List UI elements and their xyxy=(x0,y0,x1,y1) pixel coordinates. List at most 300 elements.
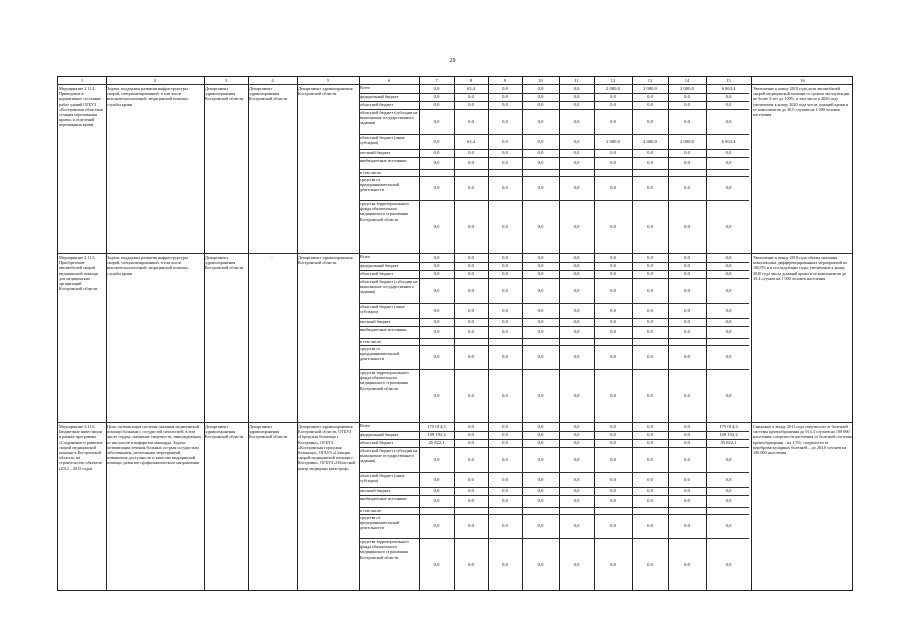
source-name: местный бюджет xyxy=(360,488,391,493)
value-cell: 0,0 xyxy=(502,392,508,398)
value-cell: 0,0 xyxy=(684,423,690,429)
value-cell: 0,0 xyxy=(433,118,440,124)
value-cell: 0,0 xyxy=(502,271,508,276)
source-name: внебюджетные источники xyxy=(360,327,407,332)
value-cell: 0,0 xyxy=(647,392,653,398)
value-cell: 0,0 xyxy=(502,94,508,99)
value-cell: 0,0 xyxy=(433,488,440,493)
source-name: областной бюджет (иные субсидии) xyxy=(360,304,405,315)
value-cell: 0,0 xyxy=(433,329,440,334)
block-customer: Департамент здравоохранения Костромской области xyxy=(205,255,244,271)
value-cell: 0,0 xyxy=(610,102,616,107)
value-cell: 0,0 xyxy=(537,523,544,528)
source-name: Всего xyxy=(360,85,371,90)
value-cell: 0,0 xyxy=(433,138,440,144)
value-cell: 0,0 xyxy=(573,118,580,124)
value-cell: 0,0 xyxy=(647,354,653,359)
source-name: областной бюджет (субсидии на выполнение государственного задания) xyxy=(360,110,418,126)
value-cell: 0,0 xyxy=(433,102,440,107)
value-cell: 0,0 xyxy=(610,392,616,398)
value-cell: 0,0 xyxy=(502,354,508,359)
value-cell: 0,0 xyxy=(647,150,653,155)
value-cell: 0,0 xyxy=(502,456,508,462)
value-cell: 0,0 xyxy=(647,271,653,276)
value-cell: 0,0 xyxy=(647,160,653,165)
value-cell: 0,0 xyxy=(684,392,690,398)
value-cell: 0,0 xyxy=(537,160,544,165)
source-name: Всего xyxy=(360,254,371,259)
value-cell: 0,0 xyxy=(502,423,508,429)
value-cell: 0,0 xyxy=(502,432,508,437)
value-cell: 0,0 xyxy=(537,561,544,567)
value-cell: 2 000,0 xyxy=(643,138,657,144)
value-cell: 45 822,1 xyxy=(428,440,445,445)
value-cell: 0,0 xyxy=(684,440,690,445)
value-cell: 0,0 xyxy=(725,476,732,482)
source-name: в том числе: xyxy=(360,339,382,344)
value-cell: 0,0 xyxy=(468,223,474,229)
value-cell: 0,0 xyxy=(684,254,690,260)
value-cell: 0,0 xyxy=(573,354,580,359)
value-cell: 0,0 xyxy=(502,118,508,124)
value-cell: 0,0 xyxy=(725,329,732,334)
value-cell: 0,0 xyxy=(537,319,544,324)
value-cell: 0,0 xyxy=(647,287,653,293)
value-cell: 0,0 xyxy=(610,440,616,445)
value-cell: 0,0 xyxy=(468,160,474,165)
value-cell: 0,0 xyxy=(502,287,508,293)
value-cell: 0,0 xyxy=(684,287,690,293)
source-name: внебюджетные источники xyxy=(360,158,407,163)
value-cell: 0,0 xyxy=(725,271,732,276)
header-cell: 9 xyxy=(503,78,507,83)
value-cell: 6 063,4 xyxy=(721,138,736,144)
value-cell: 0,0 xyxy=(647,319,653,324)
value-cell: 0,0 xyxy=(725,223,732,229)
header-cell: 13 xyxy=(647,78,653,83)
value-cell: 0,0 xyxy=(502,138,508,144)
value-cell: 0,0 xyxy=(573,254,580,260)
value-cell: 0,0 xyxy=(433,85,440,91)
value-cell: 0,0 xyxy=(433,160,440,165)
value-cell: 0,0 xyxy=(647,440,653,445)
header-cell: 4 xyxy=(271,78,274,83)
budget-table xyxy=(57,76,853,591)
value-cell: 0,0 xyxy=(684,354,690,359)
source-name: областной бюджет (иные субсидии) xyxy=(360,135,405,146)
page-number: 29 xyxy=(449,58,456,64)
value-cell: 0,0 xyxy=(433,476,440,482)
value-cell: 0,0 xyxy=(684,160,690,165)
value-cell: 0,0 xyxy=(725,354,732,359)
block-recipient: Департамент здравоохранения Костромской области xyxy=(249,86,288,102)
value-cell: 0,0 xyxy=(684,94,690,99)
source-name: областной бюджет (иные субсидии) xyxy=(360,473,405,484)
value-cell: 0,0 xyxy=(647,488,653,493)
value-cell: 0,0 xyxy=(573,498,580,503)
block-recipient: Департамент здравоохранения Костромской области xyxy=(249,424,288,440)
value-cell: 0,0 xyxy=(725,307,732,313)
value-cell: 0,0 xyxy=(573,150,580,155)
block-task: Цель: оптимизация системы оказания медицинской помощи больным с сосудистой патологией, в том числе сердца, снижение смертности, инвалидизации от инсультов и инфарктов миокарда. Задача: оптимизация лечения больных острым сосудистым заболеванием, неотложных мероприятий, повышение доступности и качества медицинской помощи, развитие профилактического направления xyxy=(107,424,201,466)
value-cell: 109 192,2 xyxy=(427,432,446,437)
value-cell: 0,0 xyxy=(573,307,580,313)
value-cell: 0,0 xyxy=(537,138,544,144)
value-cell: 0,0 xyxy=(725,118,732,124)
value-cell: 0,0 xyxy=(610,456,616,462)
value-cell: 0,0 xyxy=(647,456,653,462)
value-cell: 0,0 xyxy=(502,561,508,567)
value-cell: 0,0 xyxy=(610,263,616,268)
value-cell: 0,0 xyxy=(468,287,474,293)
value-cell: 0,0 xyxy=(684,118,690,124)
value-cell: 0,0 xyxy=(610,319,616,324)
value-cell: 0,0 xyxy=(537,85,544,91)
source-name: Всего xyxy=(360,423,371,428)
value-cell: 0,0 xyxy=(502,85,508,91)
value-cell: 0,0 xyxy=(647,476,653,482)
value-cell: 0,0 xyxy=(684,456,690,462)
value-cell: 0,0 xyxy=(433,561,440,567)
value-cell: 2 000,0 xyxy=(643,85,657,91)
value-cell: 0,0 xyxy=(502,476,508,482)
value-cell: 0,0 xyxy=(573,263,580,268)
value-cell: 0,0 xyxy=(433,263,440,268)
value-cell: 0,0 xyxy=(502,440,508,445)
value-cell: 0,0 xyxy=(647,254,653,260)
value-cell: 0,0 xyxy=(537,476,544,482)
value-cell: 0,0 xyxy=(468,319,474,324)
source-name: федеральный бюджет xyxy=(360,432,399,437)
value-cell: 0,0 xyxy=(502,498,508,503)
block-target: Увеличение к концу 2018 года объема оказания комплексных дифференцированных мероприятий по 100,0% и в последующие годы; увеличение к концу 2020 года числа донаций крови и ее компонентов до 10,4 случаев на 1 000 человек населения xyxy=(753,255,848,281)
value-cell: 0,0 xyxy=(468,523,474,528)
value-cell: 2 000,0 xyxy=(680,138,694,144)
value-cell: 0,0 xyxy=(537,94,544,99)
value-cell: 0,0 xyxy=(433,523,440,528)
source-name: федеральный бюджет xyxy=(360,263,399,268)
header-cell: 14 xyxy=(684,78,690,83)
value-cell: 0,0 xyxy=(684,185,690,190)
value-cell: 0,0 xyxy=(468,102,474,107)
source-name: средства от предпринимательской деятельности xyxy=(360,346,400,362)
value-cell: 0,0 xyxy=(468,392,474,398)
value-cell: 0,0 xyxy=(433,94,440,99)
value-cell: 0,0 xyxy=(468,271,474,276)
source-name: областной бюджет xyxy=(360,271,394,276)
value-cell: 0,0 xyxy=(573,319,580,324)
value-cell: 0,0 xyxy=(433,456,440,462)
header-cell: 12 xyxy=(610,78,616,83)
source-name: в том числе: xyxy=(360,508,382,513)
value-cell: 45 822,1 xyxy=(720,440,737,445)
value-cell: 0,0 xyxy=(647,118,653,124)
value-cell: 0,0 xyxy=(537,498,544,503)
value-cell: 0,0 xyxy=(468,440,474,445)
value-cell: 0,0 xyxy=(433,223,440,229)
source-name: местный бюджет xyxy=(360,319,391,324)
value-cell: 0,0 xyxy=(468,561,474,567)
value-cell: 0,0 xyxy=(433,271,440,276)
source-name: внебюджетные источники xyxy=(360,496,407,501)
value-cell: 0,0 xyxy=(647,94,653,99)
value-cell: 0,0 xyxy=(537,271,544,276)
block-target: Увеличение к концу 2018 года доли автомобилей скорой медицинской помощи со сроком эксплуатации не более 5 лет до 100%, в том числе к 2020 году увеличение к концу 2020 года числа донаций крови и ее компонентов до 30,0 случаев на 1 000 человек населения xyxy=(753,86,850,118)
value-cell: 2 000,0 xyxy=(606,138,620,144)
value-cell: 175 014,3 xyxy=(427,423,446,429)
block-task: Задача: поддержка развития инфраструктуры скорой, специализированной, в том числе высокотехнологичной, медицинской помощи, службы крови xyxy=(107,255,189,276)
value-cell: 0,0 xyxy=(537,456,544,462)
value-cell: 0,0 xyxy=(647,185,653,190)
value-cell: 0,0 xyxy=(684,476,690,482)
value-cell: 0,0 xyxy=(468,263,474,268)
value-cell: 0,0 xyxy=(647,307,653,313)
source-name: областной бюджет (субсидии на выполнение государственного задания) xyxy=(360,279,418,295)
value-cell: 0,0 xyxy=(647,329,653,334)
value-cell: 0,0 xyxy=(610,476,616,482)
value-cell: 0,0 xyxy=(468,94,474,99)
value-cell: 0,0 xyxy=(647,432,653,437)
value-cell: 0,0 xyxy=(684,150,690,155)
value-cell: 0,0 xyxy=(537,118,544,124)
value-cell: 0,0 xyxy=(573,185,580,190)
block-target: Снижение к концу 2013 года смертности от болезней системы кровообращения до 914,3 случаев на 100 000 населения; смертности населения от болезней системы кровообращения – на 1,5%; смертности от цереброваскулярных болезней – до 263,0 случаев на 100 000 населения xyxy=(753,424,852,456)
block-event: Мероприятие 2.11.6. Бюджетные инвестиции в рамках программы «Сохранение и развитие скорой медицинской помощи в Костромской области» на строительство объектов (2012 – 2015 годы) xyxy=(59,424,103,471)
value-cell: 0,0 xyxy=(684,223,690,229)
value-cell: 0,0 xyxy=(684,319,690,324)
value-cell: 0,0 xyxy=(573,392,580,398)
header-cell: 6 xyxy=(387,78,391,83)
value-cell: 0,0 xyxy=(647,423,653,429)
value-cell: 0,0 xyxy=(684,498,690,503)
value-cell: 0,0 xyxy=(433,185,440,190)
value-cell: 63,4 xyxy=(466,138,476,144)
source-name: федеральный бюджет xyxy=(360,94,399,99)
value-cell: 0,0 xyxy=(573,523,580,528)
source-name: средства территориального фонда обязательного медицинского страхования Костромской области xyxy=(360,201,409,222)
value-cell: 0,0 xyxy=(610,185,616,190)
value-cell: 0,0 xyxy=(647,561,653,567)
value-cell: 0,0 xyxy=(684,307,690,313)
value-cell: 0,0 xyxy=(684,432,690,437)
block-task: Задача: поддержка развития инфраструктуры скорой, специализированной, в том числе высокотехнологичной, медицинской помощи, службы крови xyxy=(107,86,189,107)
value-cell: 0,0 xyxy=(610,523,616,528)
value-cell: 0,0 xyxy=(610,271,616,276)
value-cell: 0,0 xyxy=(433,498,440,503)
value-cell: 0,0 xyxy=(433,287,440,293)
value-cell: 0,0 xyxy=(537,185,544,190)
value-cell: 0,0 xyxy=(684,271,690,276)
value-cell: 0,0 xyxy=(725,263,732,268)
value-cell: 109 192,2 xyxy=(719,432,738,437)
value-cell: 0,0 xyxy=(610,254,616,260)
value-cell: 0,0 xyxy=(502,160,508,165)
header-cell: 7 xyxy=(435,78,438,83)
block-event: Мероприятие 2.11.4. Приведение в нормативное состояние работ зданий ОГБУЗ «Костромская областная станция переливания крови» и отделений переливания крови xyxy=(59,86,103,128)
value-cell: 0,0 xyxy=(610,307,616,313)
value-cell: 0,0 xyxy=(468,329,474,334)
header-cell: 15 xyxy=(726,78,731,83)
source-name: средства территориального фонда обязательного медицинского страхования Костромской области xyxy=(360,539,409,560)
value-cell: 0,0 xyxy=(502,319,508,324)
value-cell: 0,0 xyxy=(573,271,580,276)
value-cell: 0,0 xyxy=(725,150,732,155)
value-cell: 0,0 xyxy=(684,329,690,334)
block-customer: Департамент здравоохранения Костромской области xyxy=(205,424,244,440)
value-cell: 0,0 xyxy=(610,223,616,229)
value-cell: 0,0 xyxy=(537,423,544,429)
value-cell: 0,0 xyxy=(684,102,690,107)
value-cell: 0,0 xyxy=(610,488,616,493)
source-name: средства от предпринимательской деятельности xyxy=(360,515,400,531)
value-cell: 0,0 xyxy=(468,488,474,493)
value-cell: 0,0 xyxy=(610,287,616,293)
value-cell: 0,0 xyxy=(725,102,732,107)
source-name: средства территориального фонда обязательного медицинского страхования Костромской области xyxy=(360,370,409,391)
value-cell: 0,0 xyxy=(502,329,508,334)
value-cell: 0,0 xyxy=(537,263,544,268)
value-cell: 0,0 xyxy=(725,287,732,293)
block-executor: Департамент здравоохранения Костромской области xyxy=(298,86,353,97)
value-cell: 0,0 xyxy=(573,94,580,99)
value-cell: 0,0 xyxy=(725,392,732,398)
value-cell: 0,0 xyxy=(684,561,690,567)
value-cell: 0,0 xyxy=(647,223,653,229)
value-cell: 63,4 xyxy=(466,85,476,91)
value-cell: 0,0 xyxy=(610,118,616,124)
value-cell: 0,0 xyxy=(468,354,474,359)
value-cell: 0,0 xyxy=(725,185,732,190)
value-cell: 0,0 xyxy=(610,329,616,334)
value-cell: 0,0 xyxy=(573,223,580,229)
column-line xyxy=(751,77,752,590)
value-cell: 0,0 xyxy=(573,160,580,165)
value-cell: 6 063,4 xyxy=(721,85,736,91)
value-cell: 0,0 xyxy=(647,102,653,107)
value-cell: 0,0 xyxy=(684,488,690,493)
value-cell: 0,0 xyxy=(502,263,508,268)
value-cell: 0,0 xyxy=(502,488,508,493)
value-cell: 0,0 xyxy=(573,423,580,429)
value-cell: 0,0 xyxy=(725,254,732,260)
header-cell: 16 xyxy=(800,78,805,83)
value-cell: 0,0 xyxy=(537,150,544,155)
value-cell: 0,0 xyxy=(537,392,544,398)
value-cell: 0,0 xyxy=(725,94,732,99)
value-cell: 0,0 xyxy=(537,102,544,107)
value-cell: 0,0 xyxy=(468,307,474,313)
value-cell: 0,0 xyxy=(468,118,474,124)
source-name: областной бюджет xyxy=(360,440,394,445)
block-executor: Департамент здравоохранения Костромской области xyxy=(298,255,353,266)
value-cell: 0,0 xyxy=(684,523,690,528)
value-cell: 0,0 xyxy=(725,160,732,165)
value-cell: 0,0 xyxy=(725,456,732,462)
header-cell: 1 xyxy=(80,78,84,83)
value-cell: 0,0 xyxy=(433,307,440,313)
source-name: областной бюджет xyxy=(360,102,394,107)
source-name: областной бюджет (субсидии на выполнение государственного задания) xyxy=(360,448,418,464)
value-cell: 0,0 xyxy=(537,354,544,359)
header-cell: 5 xyxy=(326,78,330,83)
block-executor: Департамент здравоохранения Костромской области, ОГБУЗ «Городская больница г. Костромы», ОГБУЗ «Костромская городская больница», ОГБУЗ «Станция скорой медицинской помощи г. Костромы», ОГБУЗ «Областной центр медицины катастроф» xyxy=(298,424,356,471)
value-cell: 0,0 xyxy=(502,254,508,260)
value-cell: 0,0 xyxy=(468,456,474,462)
value-cell: 0,0 xyxy=(573,287,580,293)
value-cell: 175 014,3 xyxy=(719,423,738,429)
value-cell: 0,0 xyxy=(502,523,508,528)
value-cell: 0,0 xyxy=(647,523,653,528)
value-cell: 0,0 xyxy=(537,440,544,445)
source-name: местный бюджет xyxy=(360,150,391,155)
value-cell: 0,0 xyxy=(433,392,440,398)
value-cell: 2 000,0 xyxy=(606,85,620,91)
value-cell: 0,0 xyxy=(468,476,474,482)
value-cell: 0,0 xyxy=(502,223,508,229)
value-cell: 0,0 xyxy=(433,354,440,359)
value-cell: 0,0 xyxy=(433,319,440,324)
value-cell: 0,0 xyxy=(502,102,508,107)
value-cell: 0,0 xyxy=(468,423,474,429)
value-cell: 0,0 xyxy=(610,561,616,567)
block-event: Мероприятие 2.11.5. Приобретение автомобилей скорой медицинской помощи для медицинских организаций Костромской области xyxy=(59,255,99,292)
value-cell: 0,0 xyxy=(573,329,580,334)
header-cell: 2 xyxy=(153,78,157,83)
value-cell: 0,0 xyxy=(647,498,653,503)
value-cell: 0,0 xyxy=(610,498,616,503)
source-name: средства от предпринимательской деятельности xyxy=(360,177,400,193)
value-cell: 0,0 xyxy=(725,523,732,528)
value-cell: 0,0 xyxy=(502,185,508,190)
value-cell: 0,0 xyxy=(502,150,508,155)
source-name: в том числе: xyxy=(360,170,382,175)
header-cell: 8 xyxy=(469,78,473,83)
value-cell: 0,0 xyxy=(537,287,544,293)
value-cell: 0,0 xyxy=(433,150,440,155)
value-cell: 0,0 xyxy=(573,432,580,437)
block-recipient: - xyxy=(271,255,273,260)
value-cell: 0,0 xyxy=(537,223,544,229)
value-cell: 0,0 xyxy=(468,498,474,503)
value-cell: 0,0 xyxy=(610,94,616,99)
value-cell: 0,0 xyxy=(537,488,544,493)
value-cell: 0,0 xyxy=(468,254,474,260)
value-cell: 0,0 xyxy=(610,423,616,429)
value-cell: 0,0 xyxy=(610,160,616,165)
value-cell: 0,0 xyxy=(647,263,653,268)
value-cell: 0,0 xyxy=(684,263,690,268)
header-cell: 11 xyxy=(574,78,579,83)
value-cell: 0,0 xyxy=(610,432,616,437)
value-cell: 0,0 xyxy=(725,561,732,567)
value-cell: 0,0 xyxy=(725,319,732,324)
value-cell: 0,0 xyxy=(610,150,616,155)
value-cell: 0,0 xyxy=(468,185,474,190)
value-cell: 0,0 xyxy=(537,307,544,313)
value-cell: 0,0 xyxy=(468,150,474,155)
value-cell: 0,0 xyxy=(537,329,544,334)
value-cell: 0,0 xyxy=(573,561,580,567)
value-cell: 2 000,0 xyxy=(680,85,694,91)
value-cell: 0,0 xyxy=(433,254,440,260)
block-customer: Департамент здравоохранения Костромской области xyxy=(205,86,244,102)
header-cell: 10 xyxy=(538,78,543,83)
value-cell: 0,0 xyxy=(573,85,580,91)
value-cell: 0,0 xyxy=(468,432,474,437)
value-cell: 0,0 xyxy=(573,102,580,107)
value-cell: 0,0 xyxy=(573,440,580,445)
value-cell: 0,0 xyxy=(573,476,580,482)
